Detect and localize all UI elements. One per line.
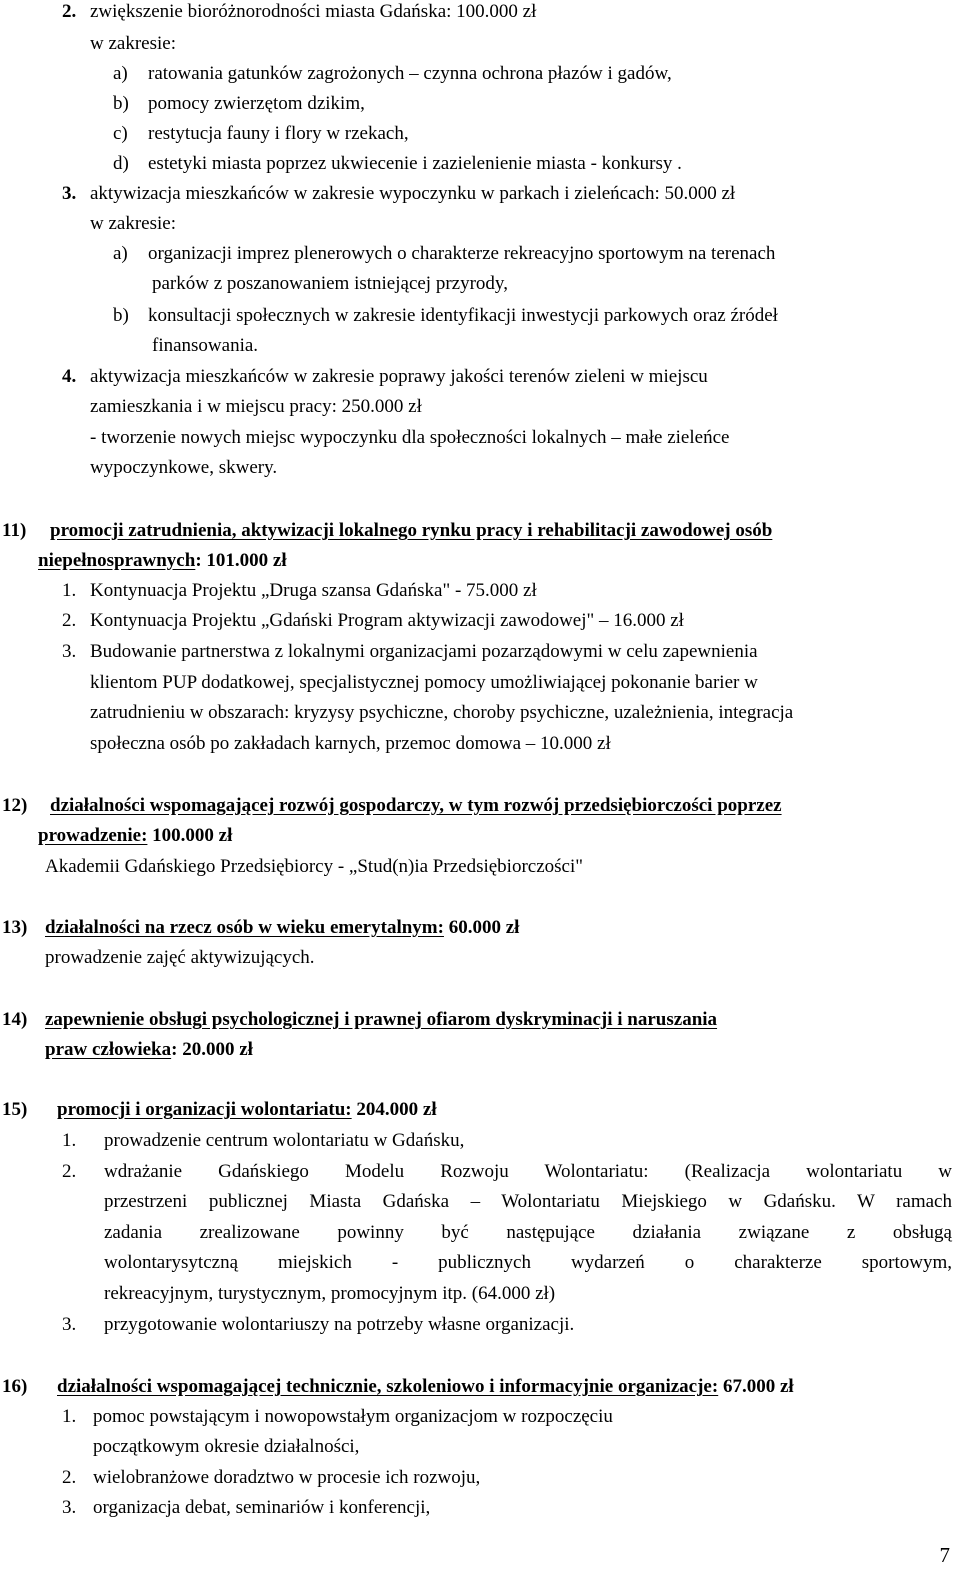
- item-heading: zwiększenie bioróżnorodności miasta Gdańska: 100.000 zł: [90, 1, 537, 22]
- list-item: organizacja debat, seminariów i konferencji,: [93, 1497, 431, 1518]
- section-heading-continued: [38, 550, 287, 572]
- sub-item: ratowania gatunków zagrożonych – czynna ochrona płazów i gadów,: [148, 63, 672, 84]
- section-heading: [57, 1376, 794, 1398]
- list-item: pomoc powstającym i nowopowstałym organizacjom w rozpoczęciu: [93, 1406, 613, 1427]
- list-number: 2.: [62, 610, 77, 631]
- item-heading: aktywizacja mieszkańców w zakresie wypoczynku w parkach i zieleńcach: 50.000 zł: [90, 183, 736, 204]
- section-amount: : 20.000 zł: [171, 1039, 253, 1060]
- scope-label: w zakresie:: [90, 33, 176, 54]
- section-number: 12): [2, 795, 28, 816]
- item-heading-continued: zamieszkania i w miejscu pracy: 250.000 zł: [90, 396, 422, 417]
- sub-letter: d): [113, 153, 129, 174]
- list-item: prowadzenie centrum wolontariatu w Gdańsku,: [104, 1130, 465, 1151]
- list-number: 2.: [62, 1467, 77, 1488]
- sub-letter: a): [113, 243, 128, 264]
- list-number: 1.: [62, 1406, 77, 1427]
- list-item-continued: zatrudnieniu w obszarach: kryzysy psychiczne, choroby psychiczne, uzależnienia, integracja: [90, 702, 794, 723]
- list-item-continued: rekreacyjnym, turystycznym, promocyjnym itp. (64.000 zł): [104, 1283, 556, 1304]
- sub-letter: b): [113, 305, 129, 326]
- list-item-continued: przestrzeni publicznej Miasta Gdańska – Wolontariatu Miejskiego w Gdańsku. W ramach: [104, 1191, 952, 1212]
- sub-item: pomocy zwierzętom dzikim,: [148, 93, 365, 114]
- sub-letter: b): [113, 93, 129, 114]
- list-number: 1.: [62, 580, 77, 601]
- list-item-continued: klientom PUP dodatkowej, specjalistycznej pomocy umożliwiającej pokonanie barier w: [90, 672, 758, 693]
- sub-letter: c): [113, 123, 128, 144]
- section-number: 11): [2, 520, 27, 541]
- list-number: 3.: [62, 1314, 77, 1335]
- section-heading-underlined: praw człowieka: [45, 1039, 172, 1060]
- section-heading-underlined: działalności wspomagającej technicznie, szkoleniowo i informacyjnie organizacje:: [57, 1376, 719, 1397]
- list-item-continued: początkowym okresie działalności,: [93, 1436, 360, 1457]
- section-number: 14): [2, 1009, 28, 1030]
- page-number: 7: [939, 1543, 950, 1567]
- sub-item: estetyki miasta poprzez ukwiecenie i zazielenienie miasta - konkursy .: [148, 153, 682, 174]
- section-heading-underlined: niepełnosprawnych: [38, 550, 196, 571]
- section-amount: 100.000 zł: [147, 825, 233, 846]
- section-heading: [57, 1099, 437, 1121]
- section-amount: 204.000 zł: [351, 1099, 437, 1120]
- section-number: 16): [2, 1376, 28, 1397]
- section-amount: 67.000 zł: [718, 1376, 794, 1397]
- list-number: 1.: [62, 1130, 77, 1151]
- section-description: Akademii Gdańskiego Przedsiębiorcy - „Stud(n)ia Przedsiębiorczości": [45, 856, 584, 877]
- list-item-continued: wolontarysytczną miejskich - publicznych wydarzeń o charakterze sportowym,: [104, 1252, 952, 1273]
- section-heading: promocji zatrudnienia, aktywizacji lokalnego rynku pracy i rehabilitacji zawodowej osób: [50, 520, 773, 541]
- item-heading: aktywizacja mieszkańców w zakresie poprawy jakości terenów zieleni w miejscu: [90, 366, 708, 387]
- section-amount: 60.000 zł: [443, 917, 520, 938]
- item-description: - tworzenie nowych miejsc wypoczynku dla społeczności lokalnych – małe zieleńce: [90, 427, 730, 448]
- list-item: wdrażanie Gdańskiego Modelu Rozwoju Wolontariatu: (Realizacja wolontariatu w: [104, 1161, 952, 1182]
- section-heading-underlined: działalności na rzecz osób w wieku emerytalnym:: [45, 917, 444, 938]
- section-number: 13): [2, 917, 28, 938]
- list-item-continued: społeczna osób po zakładach karnych, przemoc domowa – 10.000 zł: [90, 733, 611, 754]
- sub-item: organizacji imprez plenerowych o charakterze rekreacyjno sportowym na terenach: [148, 243, 776, 264]
- list-item: Budowanie partnerstwa z lokalnymi organizacjami pozarządowymi w celu zapewnienia: [90, 641, 758, 662]
- section-heading: [45, 917, 519, 939]
- list-number: 3.: [62, 641, 77, 662]
- list-item: przygotowanie wolontariuszy na potrzeby własne organizacji.: [104, 1314, 575, 1335]
- item-number: 2.: [62, 1, 77, 22]
- sub-item: restytucja fauny i flory w rzekach,: [148, 123, 409, 144]
- sub-item-continued: parków z poszanowaniem istniejącej przyrody,: [152, 273, 508, 294]
- section-heading-continued: [45, 1039, 253, 1061]
- section-heading: działalności wspomagającej rozwój gospodarczy, w tym rozwój przedsiębiorczości poprzez: [50, 795, 782, 816]
- sub-item-continued: finansowania.: [152, 335, 259, 356]
- list-item: wielobranżowe doradztwo w procesie ich rozwoju,: [93, 1467, 481, 1488]
- list-number: 3.: [62, 1497, 77, 1518]
- section-description: prowadzenie zajęć aktywizujących.: [45, 947, 315, 968]
- section-number: 15): [2, 1099, 28, 1120]
- sub-item: konsultacji społecznych w zakresie identyfikacji inwestycji parkowych oraz źródeł: [148, 305, 778, 326]
- list-item-continued: zadania zrealizowane powinny być następujące działania związane z obsługą: [104, 1222, 952, 1243]
- list-item: Kontynuacja Projektu „Gdański Program aktywizacji zawodowej" – 16.000 zł: [90, 610, 684, 631]
- section-heading-continued: [38, 825, 232, 847]
- section-heading-underlined: promocji i organizacji wolontariatu:: [57, 1099, 352, 1120]
- list-number: 2.: [62, 1161, 77, 1182]
- item-number: 3.: [62, 183, 77, 204]
- section-heading: zapewnienie obsługi psychologicznej i prawnej ofiarom dyskryminacji i naruszania: [45, 1009, 718, 1030]
- section-heading-underlined: prowadzenie:: [38, 825, 148, 846]
- section-amount: : 101.000 zł: [195, 550, 287, 571]
- scope-label: w zakresie:: [90, 213, 176, 234]
- item-description-continued: wypoczynkowe, skwery.: [90, 457, 278, 478]
- sub-letter: a): [113, 63, 128, 84]
- item-number: 4.: [62, 366, 77, 387]
- list-item: Kontynuacja Projektu „Druga szansa Gdańska" - 75.000 zł: [90, 580, 537, 601]
